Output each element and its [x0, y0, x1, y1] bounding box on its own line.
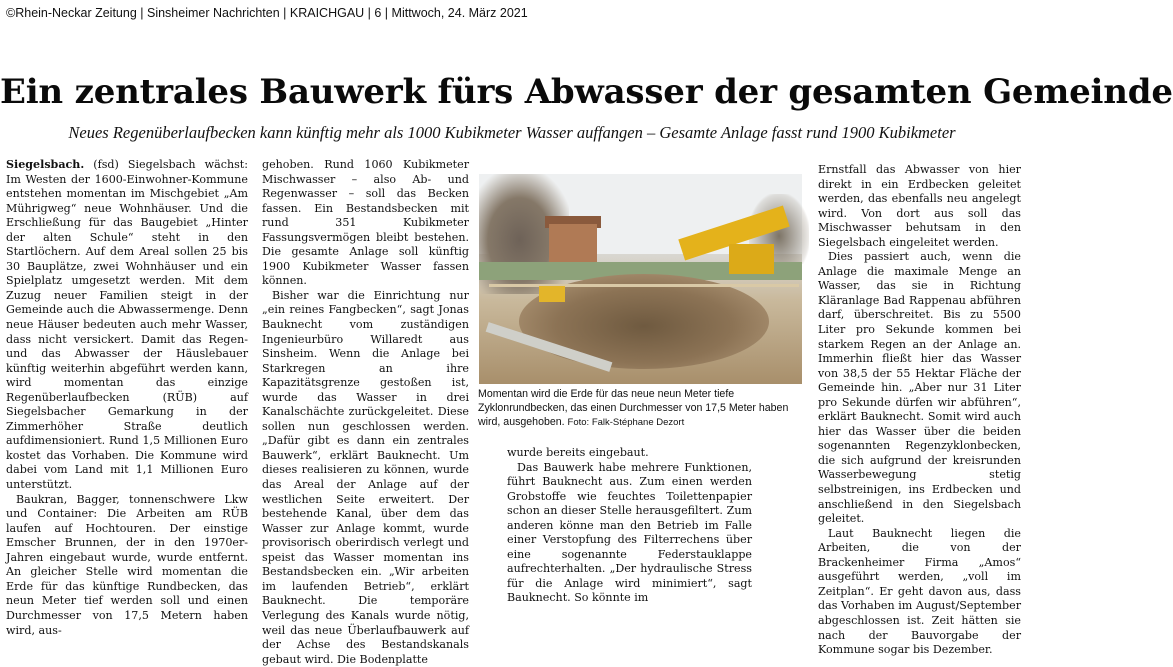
article-column-4 — [818, 163, 1021, 657]
column-1-paragraph-1-text: (fsd) Siegelsbach wächst: Im Westen der 1600-Einwohner-Kommune entstehen momentan im Mischgebiet „Am Mührigweg“ neue Wohnhäuser. Und die Erschließung für das Baugebiet „Hinter der alten Schule“ steht in den Startlöchern. Auf dem Areal sollen 25 bis 30 Bauplätze, zwei Wohnhäuser und ein Spielplatz umgesetzt werden. Mit dem Zuzug neuer Familien steigt in der Gemeinde auch die Abwassermenge. Denn neue Häuser bedeuten auch mehr Wasser, dass nicht versickert. Damit das Regen- und das Abwasser der Häuslebauer künftig weiterhin abgeführt werden kann, wird momentan das einzige Regenüberlaufbecken (RÜB) auf Siegelsbacher Gemarkung in der Zimmerhöher Straße deutlich aufdimensioniert. Rund 1,5 Millionen Euro kostet das Vorhaben. Die Kommune wird dabei vom Land mit 1,1 Millionen Euro unterstützt. — [6, 158, 248, 492]
photo-fence — [489, 284, 799, 287]
column-3-paragraph-2: Das Bauwerk habe mehrere Funktionen, führt Bauknecht aus. Zum einen werden Grobstoffe wie feuchtes Toilettenpapier schon an dieser Stelle herausgefiltert. Zum anderen könne man den Betrieb im Falle einer Verstopfung des Filterrechens über eine sogenannte Federstauklappe aufrechterhalten. „Der hydraulische Stress für die Anlage wird minimiert“, sagt Bauknecht. So könnte im — [507, 460, 752, 605]
photo-house — [549, 224, 597, 262]
column-1-paragraph-1 — [6, 158, 248, 493]
dateline: Siegelsbach. — [6, 158, 85, 171]
column-4-paragraph-3: Laut Bauknecht liegen die Arbeiten, die von der Brackenheimer Firma „Amos“ ausgeführt werden, „voll im Zeitplan“. Er geht davon aus, dass das Vorhaben im August/September abgeschlossen ist. Zeit hätten sie nach der Bauvorgabe der Kommune sogar bis Dezember. — [818, 526, 1021, 657]
column-4-paragraph-2: Dies passiert auch, wenn die Anlage die maximale Menge an Wasser, das sie in Richtung Kläranlage Bad Rappenau abführen darf, überschreitet. Bis zu 5500 Liter pro Sekunde kommen bei starkem Regen an der Anlage an. Immerhin fließt hier das Wasser von 38,5 der 55 Hektar Fläche der Gemeinde hin. „Aber nur 31 Liter pro Sekunde dürfen wir abführen“, erklärt Bauknecht. Somit wird auch hier das Wasser über die beiden sogenannten Regenzyklonbecken, die sich aufgrund der kreisrunden Wasserbewegung stetig selbstreinigen, ins Erdbecken und anschließend in den Siegelsbach geleitet. — [818, 250, 1021, 526]
article-subheadline: Neues Regenüberlaufbecken kann künftig mehr als 1000 Kubikmeter Wasser auffangen – Gesamte Anlage fasst rund 1900 Kubikmeter — [68, 123, 956, 142]
column-2-paragraph-2: Bisher war die Einrichtung nur „ein reines Fangbecken“, sagt Jonas Bauknecht vom zuständigen Ingenieurbüro Willaredt aus Sinsheim. Wenn die Anlage bei Starkregen an ihre Kapazitätsgrenze gestoßen ist, wurde das Wasser in drei Kanalschächte zurückgeleitet. Diese sollen nun geschlossen werden. „Dafür gibt es dann ein zentrales Bauwerk“, erklärt Bauknecht. Um dieses realisieren zu können, wurde das Areal der Anlage auf der westlichen Seite erweitert. Der bestehende Kanal, über dem das Wasser zur Anlage kommt, wurde provisorisch oberirdisch verlegt und speist das Wasser momentan ins Bestandsbecken ein. „Wir arbeiten im laufenden Betrieb“, erklärt Bauknecht. Die temporäre Verlegung des Kanals wurde nötig, weil das neue Überlaufbauwerk auf der Achse des Bestandskanals gebaut wird. Die Bodenplatte — [262, 288, 469, 666]
photo-excavator-cab — [729, 244, 774, 274]
photo-credit: Foto: Falk-Stéphane Dezort — [567, 417, 685, 429]
column-4-paragraph-1: Ernstfall das Abwasser von hier direkt in ein Erdbecken geleitet werden, das ebenfalls neu angelegt wird. Von dort aus soll das Mischwasser behutsam in den Siegelsbach eingeleitet werden. — [818, 163, 1021, 249]
photo-caption — [478, 387, 806, 431]
column-3-paragraph-1: wurde bereits eingebaut. — [507, 446, 649, 459]
article-headline: Ein zentrales Bauwerk fürs Abwasser der gesamten Gemeinde — [0, 72, 1173, 112]
source-line: ©Rhein-Neckar Zeitung | Sinsheimer Nachrichten | KRAICHGAU | 6 | Mittwoch, 24. März 2021 — [6, 6, 528, 20]
article-column-1 — [6, 158, 248, 637]
article-column-2 — [262, 158, 469, 666]
article-column-3 — [507, 446, 752, 613]
photo-caption-text: Momentan wird die Erde für das neue neun Meter tiefe Zyklonrundbecken, das einen Durchmesser von 17,5 Meter haben wird, ausgehoben. — [478, 388, 789, 429]
construction-site-photo — [479, 174, 802, 384]
photo-small-digger — [539, 286, 565, 302]
column-1-paragraph-2: Baukran, Bagger, tonnenschwere Lkw und Container: Die Arbeiten am RÜB laufen auf Hochtouren. Der einstige Emscher Brunnen, der in den 1970er-Jahren eingebaut wurde, wurde entfernt. An gleicher Stelle wird momentan die Erde für das künftige Rundbecken, das neun Meter tief werden soll und einen Durchmesser von 17,5 Metern haben wird, aus- — [6, 492, 248, 637]
column-2-paragraph-1: gehoben. Rund 1060 Kubikmeter Mischwasser – also Ab- und Regenwasser – soll das Becken fassen. Ein Bestandsbecken mit rund 351 Kubikmeter Fassungsvermögen bleibt bestehen. Die gesamte Anlage soll künftig 1900 Kubikmeter Wasser fassen können. — [262, 158, 469, 288]
